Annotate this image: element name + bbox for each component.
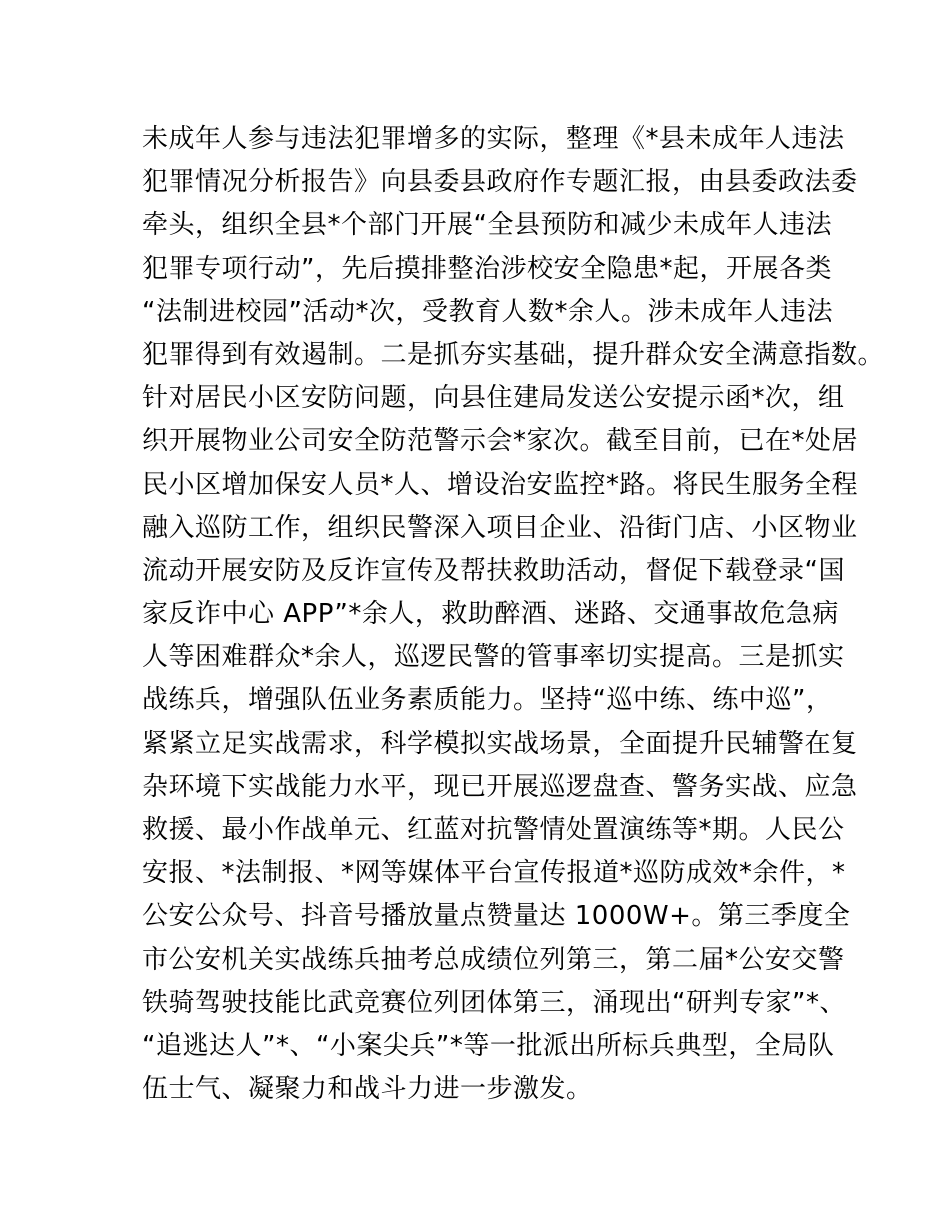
text-line: 铁骑驾驶技能比武竞赛位列团体第三，涌现出“研判专家”*、 [142,987,846,1018]
text-line: 牵头，组织全县*个部门开展“全县预防和减少未成年人违法 [142,210,832,241]
text-line: 杂环境下实战能力水平，现已开展巡逻盘查、警务实战、应急 [142,771,858,802]
text-line: 未成年人参与违法犯罪增多的实际，整理《*县未成年人违法 [142,124,845,154]
text-line: 公安公众号、抖音号播放量点赞量达 1000W+。第三季度全 [142,901,851,932]
text-line: 针对居民小区安防问题，向县住建局发送公安提示函*次，组 [142,383,845,414]
text-line: 伍士气、凝聚力和战斗力进一步激发。 [142,1074,593,1105]
text-line: 安报、*法制报、*网等媒体平台宣传报道*巡防成效*余件，* [142,858,846,889]
text-line: 犯罪情况分析报告》向县委县政府作专题汇报，由县委政法委 [142,167,858,198]
text-line: 家反诈中心 APP”*余人，救助醉酒、迷路、交通事故危急病 [142,599,839,630]
text-line: “追逃达人”*、“小案尖兵”*等一批派出所标兵典型，全局队 [142,1030,835,1061]
text-line: 融入巡防工作，组织民警深入项目企业、沿街门店、小区物业 [142,512,858,543]
body-paragraph [142,118,885,1111]
text-line: 犯罪专项行动”，先后摸排整治涉校安全隐患*起，开展各类 [142,253,832,284]
text-line: 战练兵，增强队伍业务素质能力。坚持“巡中练、练中巡”， [142,685,833,716]
text-line: 民小区增加保安人员*人、增设治安监控*路。将民生服务全程 [142,469,859,500]
text-line: 织开展物业公司安全防范警示会*家次。截至目前，已在*处居 [142,426,859,457]
text-line: 救援、最小作战单元、红蓝对抗警情处置演练等*期。人民公 [142,815,845,845]
text-line: “法制进校园”活动*次，受教育人数*余人。涉未成年人违法 [142,296,833,327]
text-line: 紧紧立足实战需求，科学模拟实战场景，全面提升民辅警在复 [142,728,858,759]
text-line: 流动开展安防及反诈宣传及帮扶救助活动，督促下载登录“国 [142,555,845,586]
text-line: 市公安机关实战练兵抽考总成绩位列第三，第二届*公安交警 [142,944,845,975]
text-line: 人等困难群众*余人，巡逻民警的管事率切实提高。三是抓实 [142,642,845,673]
text-line: 犯罪得到有效遏制。二是抓夯实基础，提升群众安全满意指数。 [142,339,885,370]
